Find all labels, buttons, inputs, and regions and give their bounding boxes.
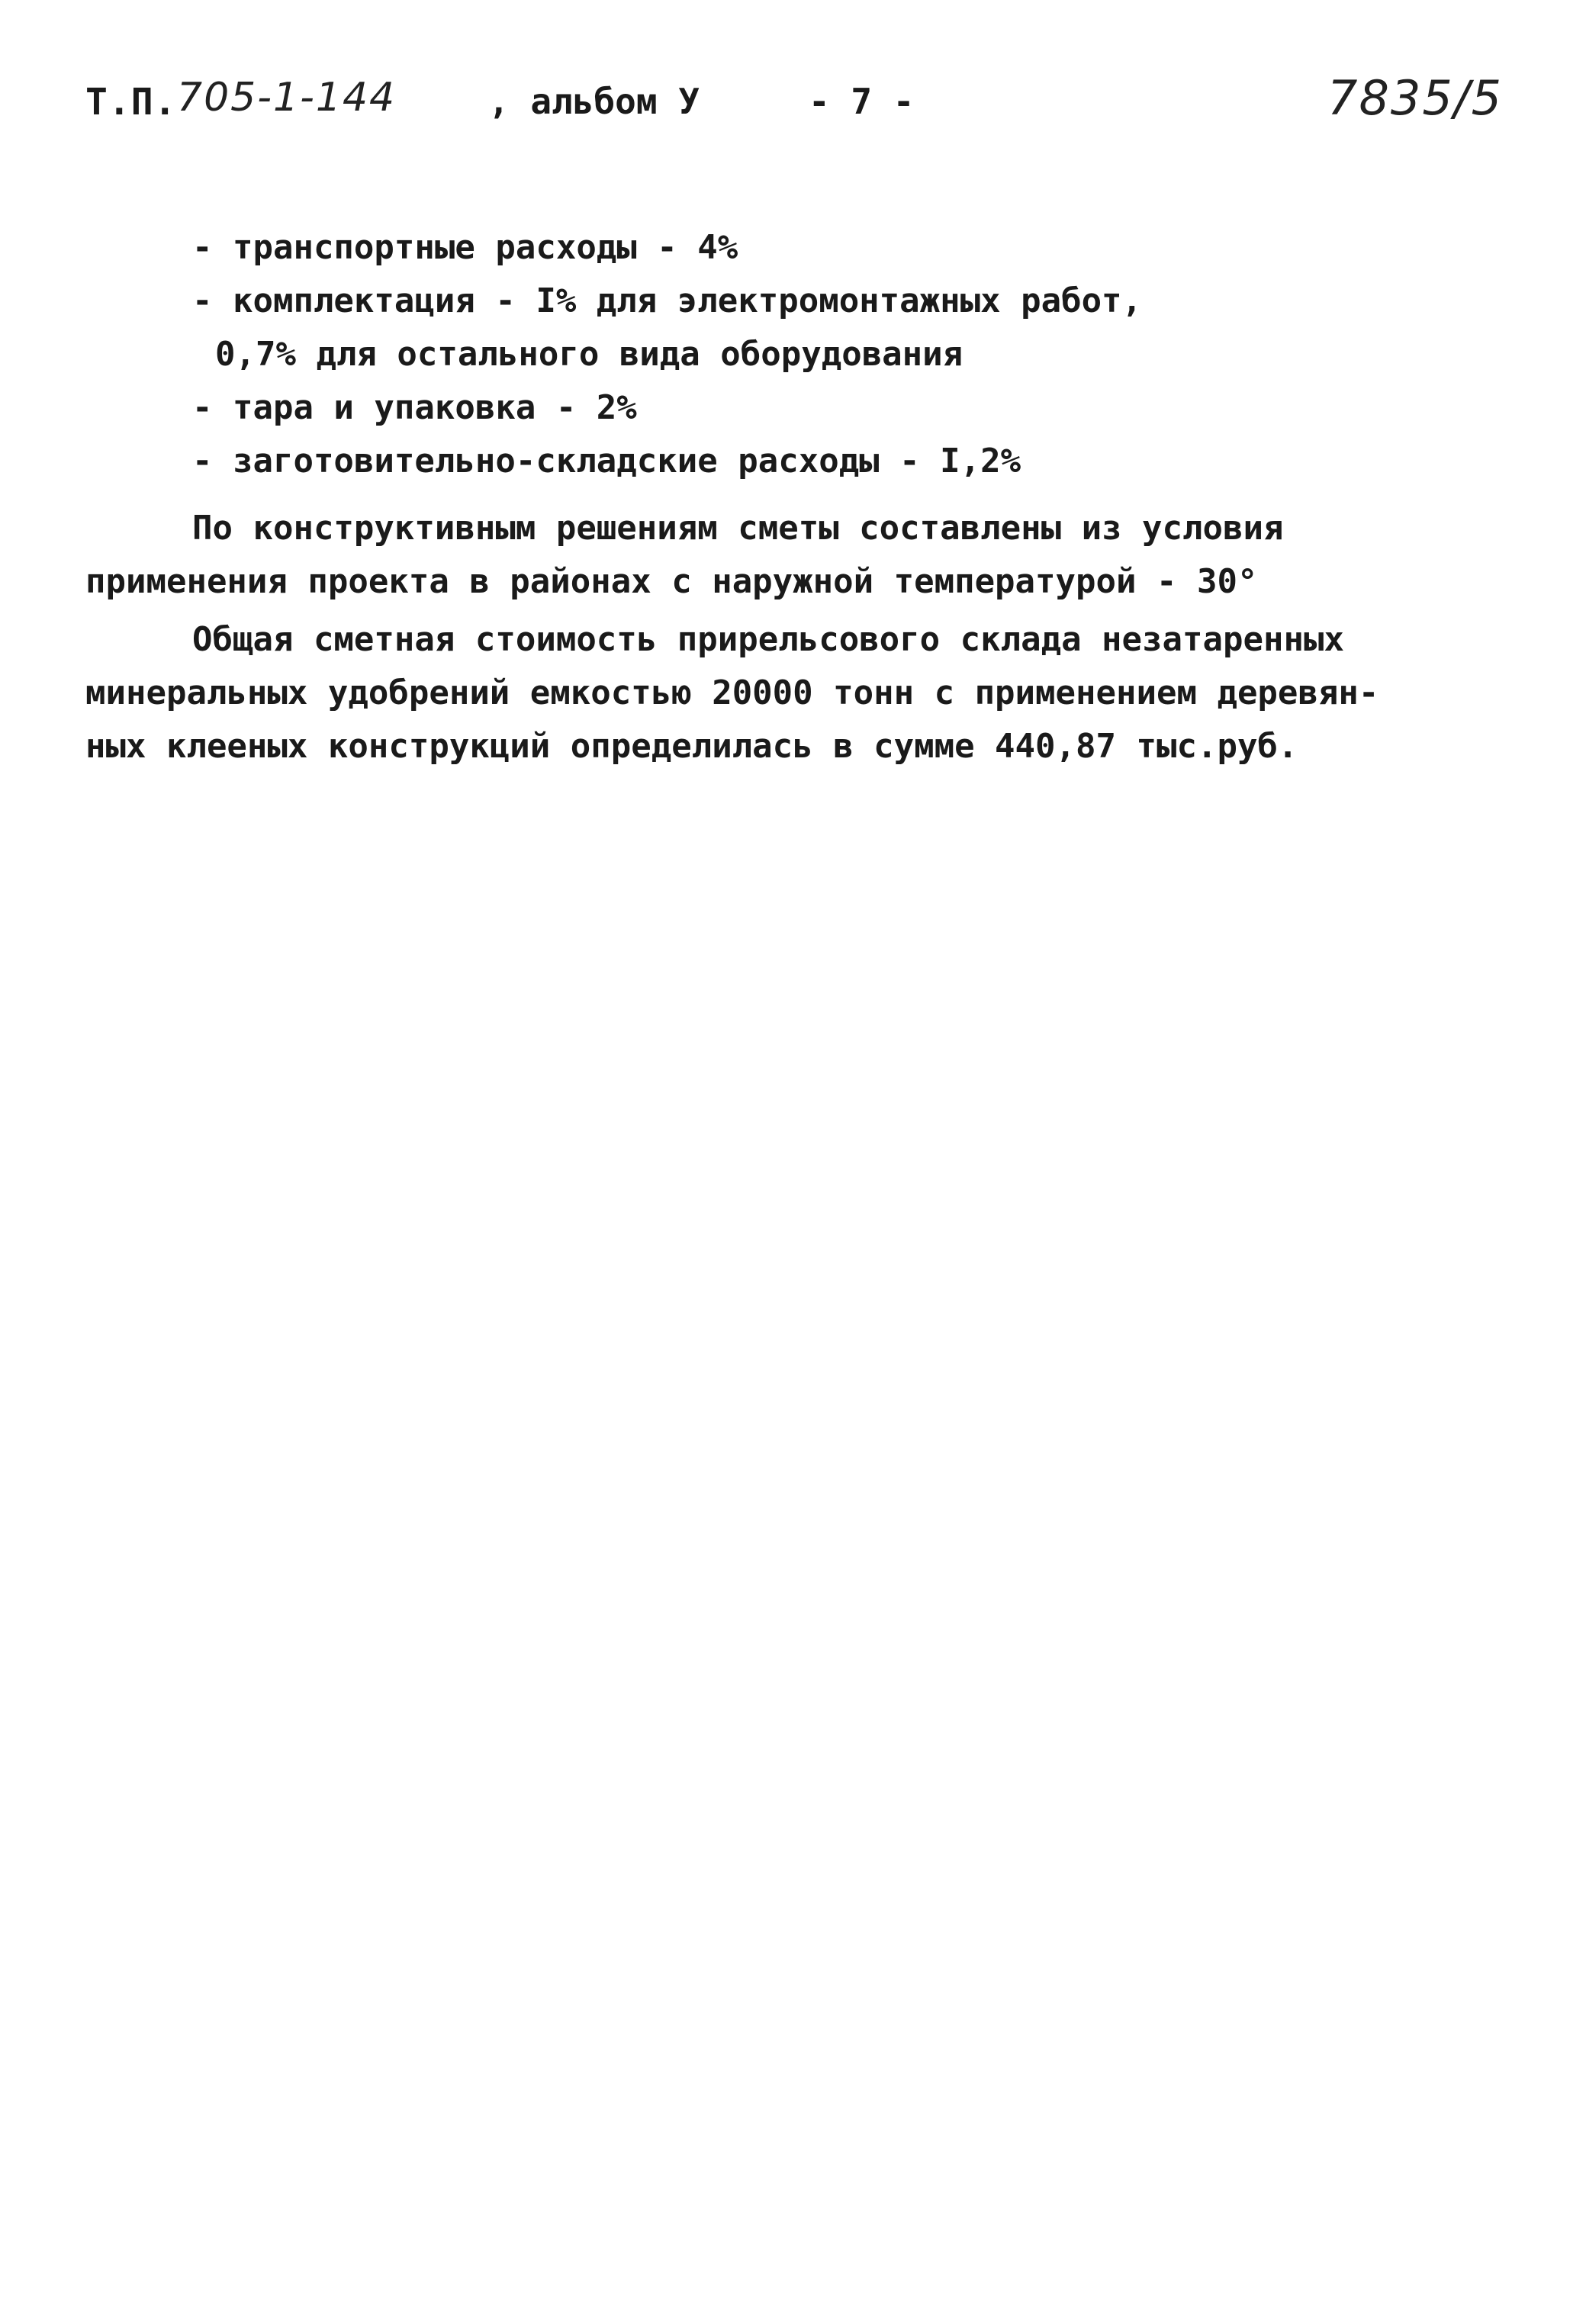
document-code-handwritten: 7835/5 <box>1327 70 1504 126</box>
list-item-equipment-set-continuation: 0,7% для остального вида оборудования <box>215 335 964 374</box>
album-label: , альбом У <box>488 81 700 122</box>
paragraph-total-line-1: Общая сметная стоимость прирельсового склада незатаренных <box>192 620 1344 659</box>
paragraph-design-line-1: По конструктивным решениям сметы составлены из условия <box>192 509 1284 548</box>
list-item-warehouse: - заготовительно-складские расходы - I,2% <box>192 442 1021 481</box>
paragraph-design-line-2: применения проекта в районах с наружной температурой - 30° <box>85 562 1258 601</box>
project-prefix: Т.П. <box>85 81 177 124</box>
list-item-equipment-set: - комплектация - I% для электромонтажных работ, <box>192 281 1143 320</box>
paragraph-total-line-3: ных клееных конструкций определилась в сумме 440,87 тыс.руб. <box>85 727 1298 766</box>
project-number-handwritten: 705-1-144 <box>177 75 397 121</box>
document-body <box>85 221 1504 773</box>
list-item-packaging: - тара и упаковка - 2% <box>192 388 637 427</box>
list-item-transport: - транспортные расходы - 4% <box>192 228 738 267</box>
page-number: - 7 - <box>809 81 915 122</box>
page-header <box>0 70 1586 136</box>
paragraph-total-line-2: минеральных удобрений емкостью 20000 тонн с применением деревян- <box>85 673 1379 712</box>
